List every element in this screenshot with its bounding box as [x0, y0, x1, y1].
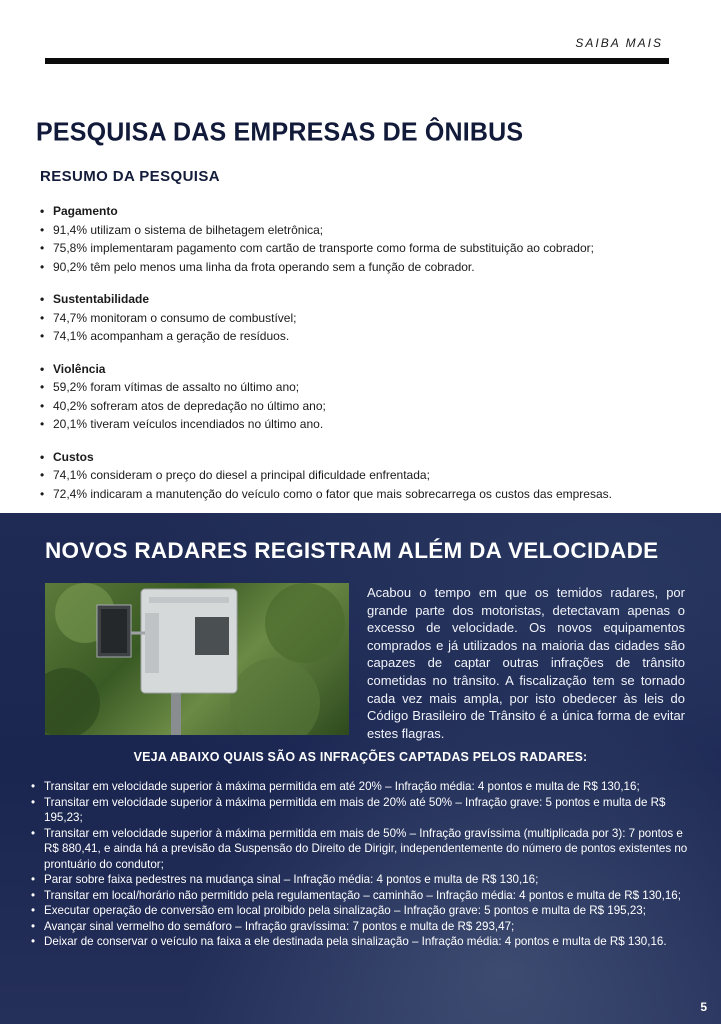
section-heading: • Pagamento: [52, 202, 680, 221]
list-item: • Avançar sinal vermelho do semáforo – Infração gravíssima: 7 pontos e multa de R$ 293,47;: [44, 919, 695, 935]
list-item: • Parar sobre faixa pedestres na mudança sinal – Infração média: 4 pontos e multa de R$ 130,16;: [44, 872, 695, 888]
list-item: • 91,4% utilizam o sistema de bilhetagem eletrônica;: [52, 221, 680, 240]
list-item: • Transitar em local/horário não permitido pela regulamentação – caminhão – Infração média: 4 pontos e multa de R$ 130,16;: [44, 888, 695, 904]
list-item: • 90,2% têm pelo menos uma linha da frota operando sem a função de cobrador.: [52, 258, 680, 277]
radar-camera-photo: [45, 583, 349, 735]
radar-title: NOVOS RADARES REGISTRAM ALÉM DA VELOCIDADE: [45, 538, 659, 563]
header-divider: [45, 58, 669, 64]
survey-subtitle: RESUMO DA PESQUISA: [40, 168, 221, 185]
section-heading: • Violência: [52, 360, 680, 379]
list-item: • 75,8% implementaram pagamento com cartão de transporte como forma de substituição ao cobrador;: [52, 239, 680, 258]
section-violencia: [40, 360, 680, 434]
list-item: • Transitar em velocidade superior à máxima permitida em mais de 50% – Infração gravíssima (multiplicada por 3): 7 pontos e R$ 880,41, e ainda há a previsão da Suspensão do Direito de Dirigir, independentemente do número de pontos existentes no prontuário do condutor;: [44, 826, 695, 873]
section-heading: • Sustentabilidade: [52, 290, 680, 309]
radar-paragraph: Acabou o tempo em que os temidos radares, por grande parte dos motoristas, detectavam apenas o excesso de velocidade. Os novos equipamentos comprados e já utilizados na maioria das cidades são capazes de captar outras infrações de trânsito cometidas no trânsito. A fiscalização tem se tornado cada vez mais ampla, por isto obedecer às leis do Código Brasileiro de Trânsito é a única forma de evitar estes flagras.: [367, 585, 685, 741]
list-item: • Transitar em velocidade superior à máxima permitida em até 20% – Infração média: 4 pontos e multa de R$ 130,16;: [44, 779, 695, 795]
list-item: • Transitar em velocidade superior à máxima permitida em mais de 20% até 50% – Infração grave: 5 pontos e multa de R$ 195,23;: [44, 795, 695, 826]
section-sustentabilidade: [40, 290, 680, 346]
section-heading: • Custos: [52, 448, 680, 467]
infractions-title: VEJA ABAIXO QUAIS SÃO AS INFRAÇÕES CAPTADAS PELOS RADARES:: [133, 750, 588, 764]
list-item: • 40,2% sofreram atos de depredação no último ano;: [52, 397, 680, 416]
infractions-list: [30, 779, 695, 950]
list-item: • 74,7% monitoram o consumo de combustível;: [52, 309, 680, 328]
section-pagamento: [40, 202, 680, 276]
list-item: • Executar operação de conversão em local proibido pela sinalização – Infração grave: 5 pontos e multa de R$ 195,23;: [44, 903, 695, 919]
page-number: 5: [700, 1000, 707, 1014]
list-item: • 74,1% consideram o preço do diesel a principal dificuldade enfrentada;: [52, 466, 680, 485]
survey-title: PESQUISA DAS EMPRESAS DE ÔNIBUS: [36, 117, 524, 147]
survey-sections: [40, 202, 680, 517]
list-item: • 20,1% tiveram veículos incendiados no último ano.: [52, 415, 680, 434]
radar-section: [0, 513, 721, 1024]
list-item: • 72,4% indicaram a manutenção do veículo como o fator que mais sobrecarrega os custos das empresas.: [52, 485, 680, 504]
list-item: • 59,2% foram vítimas de assalto no último ano;: [52, 378, 680, 397]
header-label: SAIBA MAIS: [575, 36, 663, 50]
list-item: • Deixar de conservar o veículo na faixa a ele destinada pela sinalização – Infração média: 4 pontos e multa de R$ 130,16.: [44, 934, 695, 950]
list-item: • 74,1% acompanham a geração de resíduos.: [52, 327, 680, 346]
section-custos: [40, 448, 680, 504]
